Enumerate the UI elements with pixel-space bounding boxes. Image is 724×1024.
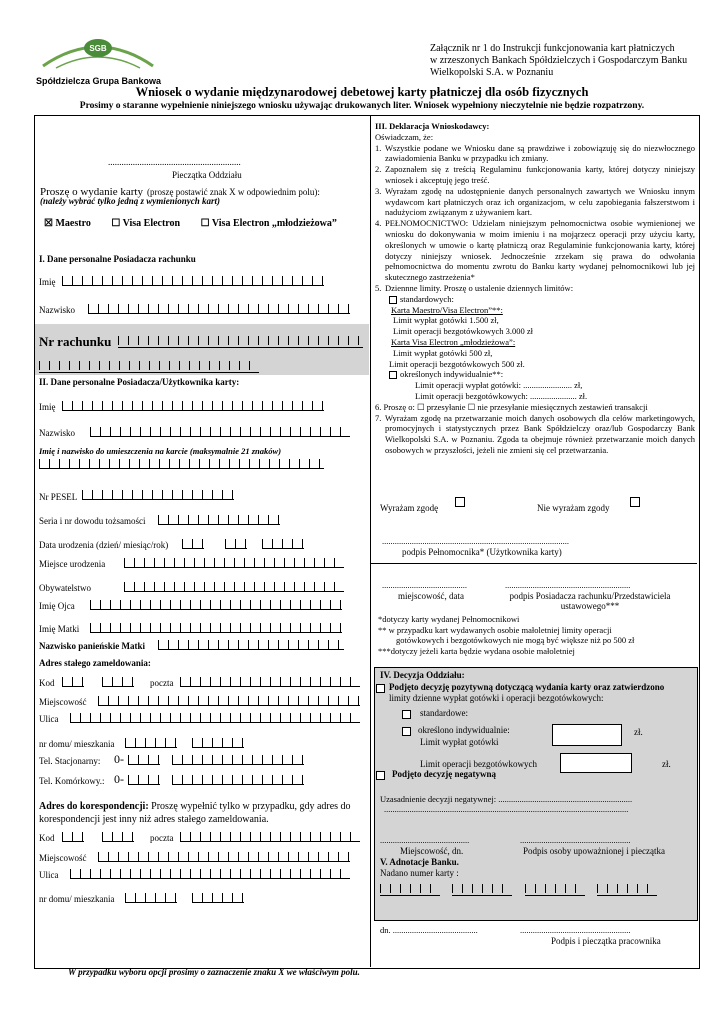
visa-youth-option[interactable] xyxy=(201,218,337,229)
mother-field[interactable] xyxy=(90,623,342,633)
reason-label: Uzasadnienie decyzji negatywnej: ............................................................... xyxy=(380,794,633,804)
citizenship-label: Obywatelstwo xyxy=(39,583,91,593)
footnote-2: ** w przypadku kart wydawanych osobie małoletniej limity operacji xyxy=(378,624,612,635)
agree-checkbox[interactable] xyxy=(455,497,465,507)
worker-label: Podpis i pieczątka pracownika xyxy=(551,936,661,946)
mdn-dots: .......................................... xyxy=(380,835,470,845)
nazwisko-field[interactable] xyxy=(88,304,350,314)
owner-dots: ........................................................... xyxy=(505,580,631,590)
nazwisko2-field[interactable] xyxy=(90,427,350,437)
column-divider xyxy=(370,115,371,967)
section-3-title: III. Deklaracja Wnioskodawcy: xyxy=(375,121,490,131)
tel-stac-label: Tel. Stacjonarny: xyxy=(39,756,101,766)
section-1-title: I. Dane personalne Posiadacza rachunku xyxy=(39,254,196,264)
corr-title: Adres do korespondencji: xyxy=(39,801,149,812)
id-doc-field[interactable] xyxy=(158,515,280,525)
ulica-field[interactable] xyxy=(70,713,360,723)
tel-kom-area[interactable] xyxy=(128,775,160,785)
tel-kom-field[interactable] xyxy=(172,775,304,785)
kod-label: Kod xyxy=(39,678,55,688)
nazwisko2-label: Nazwisko xyxy=(39,428,75,438)
miejscowosc-field[interactable] xyxy=(98,696,360,706)
footnote-1: *dotyczy karty wydanej Pełnomocnikowi xyxy=(378,614,520,624)
corr-text: Proszę wypełnić tylko w przypadku, gdy adres do korespondencji jest inny niż adres stałego zameldowania. xyxy=(39,801,351,825)
maiden-field[interactable] xyxy=(158,640,344,650)
visa-youth-checkbox[interactable]: ☐ xyxy=(200,218,210,229)
instruction: Prosimy o staranne wypełnienie niniejszego wniosku używając drukowanych liter. Wniosek wypełniony nieczytelnie nie będzie rozpatrzony. xyxy=(79,101,645,111)
youth-noncash: Limit operacji bezgotówkowych 500 zł. xyxy=(389,358,525,369)
decl-item-7: Wyrażam zgodę na przetwarzanie moich danych osobowych dla celów marketingowych, promocyjnych i statystycznych przez Bank Spółdzielczy oraz/lub Gospodarczy Bank Wielkopolski S.A. w Poznaniu. Zgoda ta obejmuje również przetwarzanie moich danych osobowych w przyszłości, jeżeli nie zmieni się cel przetwarzania. xyxy=(385,412,695,455)
ind-checkbox[interactable] xyxy=(402,727,411,736)
disagree-label: Nie wyrażam zgody xyxy=(537,503,610,513)
agree-label: Wyrażam zgodę xyxy=(380,503,439,513)
miejscowosc-label: Miejscowość xyxy=(39,697,87,707)
annex-note xyxy=(430,43,720,79)
page-title: Wniosek o wydanie międzynarodowej debetowej karty płatniczej dla osób fizycznych xyxy=(135,85,589,99)
decl-item-4: PEŁNOMOCNICTWO: Udzielam niniejszym pełnomocnictwa osobie wymienionej we wniosku do dokonywania w moim imieniu i na mojąrzecz operacji przy użyciu karty, określonych w umowie o kartę płatniczą oraz Regulaminie funkcjonowania karty, której dotyczy niniejszy wniosek. Jednocześnie zrzekam się prawa do odwołania pełnomocnictwa do momentu zwrotu do Banku karty wydanej pełnomocnikowi lub jej skutecznego zastrzeżenia* xyxy=(385,218,695,283)
standard-checkbox[interactable] xyxy=(389,296,397,304)
kod-field-1[interactable] xyxy=(62,677,84,687)
positive-label: Podjęto decyzję pozytywną dotyczącą wydania karty oraz zatwierdzono xyxy=(389,682,665,692)
pesel-label: Nr PESEL xyxy=(39,492,78,502)
imie-field[interactable] xyxy=(62,276,324,286)
decl-item-2: Zapoznałem się z treścią Regulaminu funkcjonowania karty, której dotyczy niniejszy wniosek i akceptuję jego treść. xyxy=(385,164,695,185)
corr-block xyxy=(39,800,359,826)
card-no-field-1[interactable] xyxy=(380,884,440,896)
noncash-limit-label: Limit operacji bezgotówkowych xyxy=(420,759,537,769)
annex-line: w zrzeszonych Bankach Spółdzielczych i Gospodarczym Banku xyxy=(430,55,688,66)
mdn-label: Miejscowość, dn. xyxy=(400,846,464,856)
positive-label-2: limity dzienne wypłat gotówki i operacji bezgotówkowych: xyxy=(389,693,604,703)
embossing-field[interactable] xyxy=(39,459,324,469)
maestro-option[interactable] xyxy=(44,218,91,229)
positive-checkbox[interactable] xyxy=(376,684,385,693)
nr-domu2-field[interactable] xyxy=(125,893,177,903)
declare-text: Oświadczam, że: xyxy=(375,131,434,142)
miejscowosc2-field[interactable] xyxy=(98,852,350,862)
account-label: Nr rachunku xyxy=(39,334,112,349)
standard-label: standardowych: xyxy=(400,293,454,304)
father-field[interactable] xyxy=(90,600,342,610)
nr-domu-label: nr domu/ mieszkania xyxy=(39,739,115,749)
footer-note: W przypadku wyboru opcji prosimy o zaznaczenie znaku X we właściwym polu. xyxy=(68,967,360,977)
birth-place-field[interactable] xyxy=(124,558,344,568)
card-no-field-3[interactable] xyxy=(525,884,585,896)
cash-limit-input[interactable] xyxy=(552,724,622,746)
maestro-checkbox[interactable]: ☒ xyxy=(44,218,53,229)
std-label: standardowe: xyxy=(420,708,468,718)
kod2-field-2[interactable] xyxy=(102,832,134,842)
ind-noncash: Limit operacji bezgotówkowych: ...................... zł. xyxy=(415,390,588,401)
maestro-cash: Limit wypłat gotówki 1.500 zł, xyxy=(393,315,499,326)
negative-label: Podjęto decyzję negatywną xyxy=(392,769,496,779)
auth-dots: .................................................... xyxy=(520,835,631,845)
card-options xyxy=(44,218,337,229)
ulica-label: Ulica xyxy=(39,714,59,724)
birth-month-field[interactable] xyxy=(225,539,247,549)
place-dots: ........................................ xyxy=(382,580,467,590)
stamp-label: Pieczątka Oddziału xyxy=(172,170,242,180)
annex-line: Załącznik nr 1 do Instrukcji funkcjonowania kart płatniczych xyxy=(430,43,675,54)
request-text: Proszę o wydanie karty xyxy=(40,186,143,198)
maiden-label: Nazwisko panieńskie Matki xyxy=(39,641,146,651)
logo-name: Spółdzielcza Grupa Bankowa xyxy=(36,76,162,86)
footnote-3: ***dotyczy jeżeli karta będzie wydana osobie małoletniej xyxy=(378,645,575,656)
poczta-field[interactable] xyxy=(180,677,360,687)
maestro-label: Maestro xyxy=(55,218,91,229)
father-label: Imię Ojca xyxy=(39,601,75,611)
noncash-limit-input[interactable] xyxy=(560,753,632,773)
nazwisko-label: Nazwisko xyxy=(39,305,75,315)
nr-mieszkania2-field[interactable] xyxy=(192,893,244,903)
address-title: Adres stałego zameldowania: xyxy=(39,658,151,668)
poczta2-field[interactable] xyxy=(180,832,360,842)
birth-year-field[interactable] xyxy=(262,539,304,549)
place-label: miejscowość, data xyxy=(398,591,464,601)
section-4-title: IV. Decyzja Oddziału: xyxy=(380,670,465,680)
nr-domu-field[interactable] xyxy=(125,738,177,748)
decl-item-6[interactable]: 6. Proszę o: ☐ przesyłanie ☐ nie przesyłanie miesięcznych zestawień transakcji xyxy=(375,401,648,412)
kod2-field-1[interactable] xyxy=(62,832,84,842)
logo-mark: SGB xyxy=(89,44,107,53)
tel-kom-label: Tel. Komórkowy.: xyxy=(39,776,105,786)
individual-checkbox[interactable] xyxy=(389,371,397,379)
decl-item-3: Wyrażam zgodę na udostępnienie danych personalnych zawartych we Wniosku innym wydawcom kart płatniczych oraz ich organizacjom, w celu zapobiegania fałszerstwom i nadużyciom związanym z używaniem kart. xyxy=(385,185,695,218)
youth-limits-title: Karta Visa Electron „młodzieżowa”: xyxy=(391,336,516,347)
birth-day-field[interactable] xyxy=(182,539,204,549)
stamp-dots: ........................................................... xyxy=(108,157,241,167)
request-hint: (proszę postawić znak X w odpowiednim polu): xyxy=(146,187,320,197)
limits-title: Dziennne limity. Proszę o ustalenie dziennych limitów: xyxy=(385,282,574,293)
request-note: (należy wybrać tylko jedną z wymienionych kart) xyxy=(40,196,220,206)
annex-line: Wielkopolski S.A. w Poznaniu xyxy=(430,67,554,78)
sig-dots: ........................................................................................ xyxy=(382,536,569,546)
maestro-noncash: Limit operacji bezgotówkowych 3.000 zł xyxy=(393,326,533,337)
decl-item-1: Wszystkie podane we Wniosku dane są prawdziwe i zobowiązuję się do niezwłocznego zawiadomienia Banku w przypadku ich zmiany. xyxy=(385,142,695,164)
tel-stac-prefix: 0- xyxy=(114,752,124,766)
birth-date-label: Data urodzenia (dzień/ miesiąc/rok) xyxy=(39,540,169,550)
owner-label-2: ustawowego*** xyxy=(560,601,620,611)
visa-option[interactable] xyxy=(111,218,180,229)
poczta2-label: poczta xyxy=(150,833,174,843)
dn-label: dn. ........................................ xyxy=(380,925,478,935)
card-no-field-4[interactable] xyxy=(597,884,657,896)
cash-zl: zł. xyxy=(634,727,643,737)
individual-label: określonych indywidualnie**: xyxy=(400,369,504,380)
account-field-2[interactable] xyxy=(39,361,259,373)
ind-label: określono indywidualnie: xyxy=(418,725,510,735)
nr-domu2-label: nr domu/ mieszkania xyxy=(39,894,115,904)
auth-label: Podpis osoby upoważnionej i pieczątka xyxy=(523,846,665,856)
ind-cash: Limit operacji wypłat gotówki: ....................... zł, xyxy=(415,380,583,391)
section-2-title: II. Dane personalne Posiadacza/Użytkownika karty: xyxy=(39,377,240,387)
youth-cash: Limit wypłat gotówki 500 zł, xyxy=(393,347,493,358)
visa-checkbox[interactable]: ☐ xyxy=(111,218,121,229)
visa-label: Visa Electron xyxy=(122,218,181,229)
imie2-field[interactable] xyxy=(62,401,324,411)
divider xyxy=(371,563,697,564)
tel-stac-field[interactable] xyxy=(172,755,304,765)
birth-place-label: Miejsce urodzenia xyxy=(39,559,106,569)
miejscowosc2-label: Miejscowość xyxy=(39,853,87,863)
section-5-title: V. Adnotacje Banku. xyxy=(380,857,459,867)
std-checkbox[interactable] xyxy=(402,710,411,719)
cash-limit-label: Limit wypłat gotówki xyxy=(420,737,499,747)
footnote-2b: gotówkowych i bezgotówkowych nie mogą być większe niż po 500 zł xyxy=(396,635,635,646)
embossing-label: Imię i nazwisko do umieszczenia na karcie (maksymalnie 21 znaków) xyxy=(39,446,282,456)
declaration: III. Deklaracja Wnioskodawcy: Oświadczam, że: 1. Wszystkie podane we Wniosku dane są prawdziwe i zobowiązuję się do niezwłocznego zawiadomienia Banku w przypadku ich zmiany. 2. Zapoznałem się z treścią Regulaminu funkcjonowania karty, której dotyczy niniejszy wniosek i akceptuję jego treść. 3. Wyrażam zgodę na udostępnienie danych personalnych zawartych we Wniosku innym wydawcom kart płatniczych oraz ich organizacjom, w celu zapobiegania fałszerstwom i nadużyciom związanym z używaniem kart. 4. PEŁNOMOCNICTWO: Udzielam niniejszym pełnomocnictwa osobie wymienionej we wniosku do dokonywania w moim imieniu i na mojąrzecz operacji przy użyciu karty, określonych w umowie o kartę płatniczą oraz Regulaminie funkcjonowania karty, której dotyczy niniejszy wniosek. Jednocześnie zrzekam się prawa do odwołania pełnomocnictwa do momentu zwrotu do Banku karty wydanej pełnomocnikowi lub jej skutecznego zastrzeżenia* 5. Dziennne limity. Proszę o ustalenie dziennych limitów: standardowych: Karta Maestro/Visa Electron”**: Limit wypłat gotówki 1.500 zł, Limit operacji bezgotówkowych 3.000 zł Karta Visa Electron „młodzieżowa”: Limit wypłat gotówki 500 zł, Limit operacji bezgotówkowych 500 zł. określonych indywidualnie**: Limit operacji wypłat gotówki: ....................... zł, Limit operacji bezgotówkowych: ...................... zł. 6. Proszę o: ☐ przesyłanie ☐ nie przesyłanie miesięcznych zestawień transakcji 7. Wyrażam zgodę na przetwarzanie moich danych osobowych dla celów marketingowych, promocyjnych i statystycznych przez Bank Spółdzielczy oraz/lub Gospodarczy Bank Wielkopolski S.A. w Poznaniu. Zgoda ta obejmuje również przetwarzanie moich danych osobowych w przyszłości, jeżeli nie zmieni się cel przetwarzania. xyxy=(375,121,695,455)
sig-label: podpis Pełnomocnika* (Użytkownika karty) xyxy=(402,547,562,557)
kod2-label: Kod xyxy=(39,833,55,843)
visa-youth-label: Visa Electron „młodzieżowa” xyxy=(211,218,337,229)
ulica2-field[interactable] xyxy=(70,869,350,879)
disagree-checkbox[interactable] xyxy=(630,497,640,507)
citizenship-field[interactable] xyxy=(124,582,344,592)
nr-mieszkania-field[interactable] xyxy=(192,738,244,748)
footnotes xyxy=(378,614,693,656)
reason-dots: ................................................................................................................... xyxy=(384,804,629,814)
sgb-logo xyxy=(38,36,158,76)
owner-label-1: podpis Posiadacza rachunku/Przedstawiciela xyxy=(509,591,671,601)
imie-label: Imię xyxy=(39,277,56,287)
ulica2-label: Ulica xyxy=(39,870,59,880)
card-no-field-2[interactable] xyxy=(452,884,512,896)
worker-dots: .................................................... xyxy=(520,925,631,935)
kod-field-2[interactable] xyxy=(102,677,134,687)
tel-kom-prefix: 0- xyxy=(114,772,124,786)
maestro-limits-title: Karta Maestro/Visa Electron”**: xyxy=(391,304,503,315)
noncash-zl: zł. xyxy=(662,759,671,769)
id-doc-label: Seria i nr dowodu tożsamości xyxy=(39,516,146,526)
imie2-label: Imię xyxy=(39,402,56,412)
mother-label: Imię Matki xyxy=(39,624,80,634)
card-no-label: Nadano numer karty : xyxy=(380,868,459,878)
account-field-1[interactable] xyxy=(118,336,363,348)
negative-checkbox[interactable] xyxy=(376,771,385,780)
poczta-label: poczta xyxy=(150,678,174,688)
pesel-field[interactable] xyxy=(82,490,234,500)
tel-stac-area[interactable] xyxy=(128,755,160,765)
